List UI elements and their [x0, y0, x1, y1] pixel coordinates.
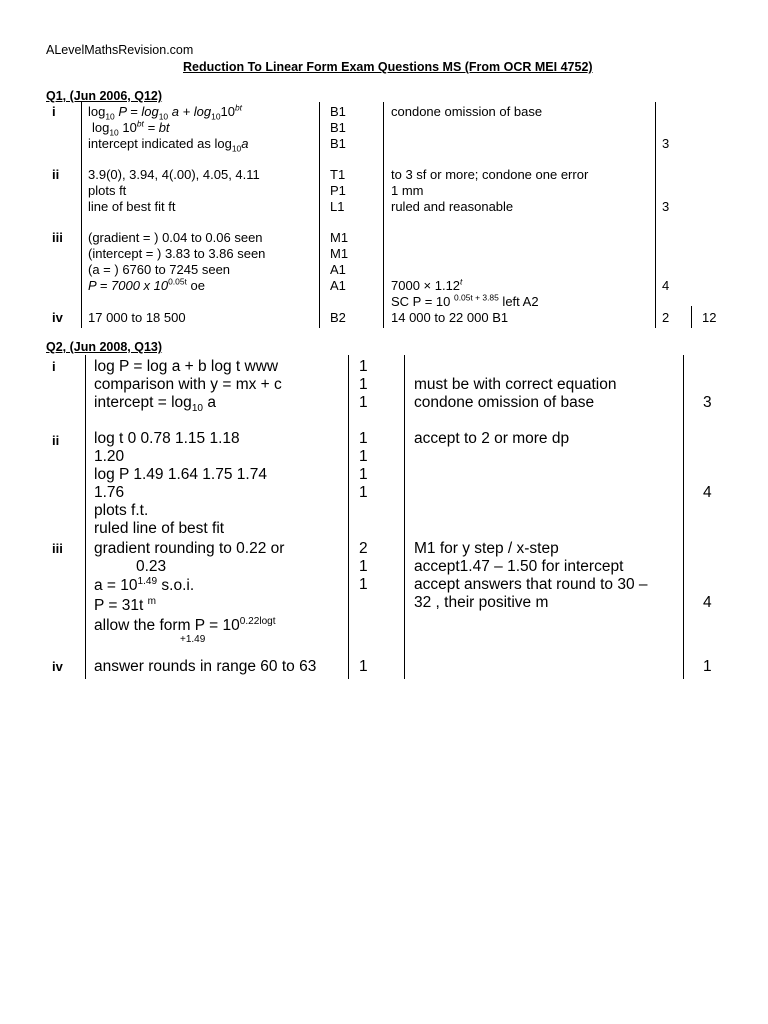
q1-rule-marks: [319, 102, 320, 328]
q2-ii-line-2: 1.20: [94, 448, 125, 465]
q2-total: 1: [703, 658, 712, 675]
q1-mark: B2: [330, 310, 346, 325]
q2-mark: 1: [359, 430, 368, 447]
q2-iii-line-2: 0.23: [136, 558, 167, 575]
q1-rule-notes: [383, 102, 384, 328]
q2-rule-marks: [348, 355, 349, 679]
q1-iii-line-3: (a = ) 6760 to 7245 seen: [88, 262, 231, 277]
q2-mark: 1: [359, 394, 368, 411]
q2-total: 3: [703, 394, 712, 411]
q2-ii-line-6: ruled line of best fit: [94, 520, 225, 537]
q2-note: accept answers that round to 30 –: [414, 576, 648, 593]
q1-part-i: i: [52, 104, 56, 119]
q2-i-line-2: comparison with y = mx + c: [94, 376, 282, 393]
q2-note: must be with correct equation: [414, 376, 617, 393]
q1-i-line-1: $\log_{10} P = \log_{10} a + \log_{10}10^{bt}$: [88, 102, 243, 122]
q1-i-line-3: intercept indicated as $\log_{10}a$: [88, 136, 249, 154]
q2-iii-line-6: +1.49: [180, 634, 206, 645]
q2-rule-question: [85, 355, 86, 679]
q1-note: $7000 \times 1.12^t$: [391, 276, 463, 293]
q1-total: 3: [662, 136, 670, 151]
q1-rule-grand: [691, 306, 692, 328]
q1-iii-line-2: (intercept = ) 3.83 to 3.86 seen: [88, 246, 266, 261]
q1-mark: L1: [330, 199, 345, 214]
q1-ii-line-3: line of best fit ft: [88, 199, 176, 214]
q1-total: 3: [662, 199, 670, 214]
q1-total: 4: [662, 278, 670, 293]
q2-iii-line-4: P = 31t $^m$: [94, 595, 156, 614]
q2-rule-totals: [683, 355, 684, 679]
q2-mark: 1: [359, 376, 368, 393]
q2-ii-line-1: log t 0 0.78 1.15 1.18: [94, 430, 240, 447]
site-name: ALevelMathsRevision.com: [46, 43, 194, 57]
q2-ii-line-4: 1.76: [94, 484, 125, 501]
page-title: Reduction To Linear Form Exam Questions MS (From OCR MEI 4752): [183, 60, 593, 74]
q2-note: 32 , their positive m: [414, 594, 549, 611]
q2-iii-line-3: $a = 10^{1.49}$ s.o.i.: [94, 575, 195, 594]
q2-note: accept to 2 or more dp: [414, 430, 570, 447]
q1-heading: Q1, (Jun 2006, Q12): [46, 89, 163, 103]
q2-mark: 1: [359, 576, 368, 593]
q1-rule-totals: [655, 102, 656, 328]
q2-part-iii: iii: [52, 541, 63, 556]
q1-iii-line-4: P = 7000 x $10^{0.05t}$ oe: [88, 276, 205, 293]
q2-ii-line-3: log P 1.49 1.64 1.75 1.74: [94, 466, 267, 483]
q1-part-iv: iv: [52, 310, 63, 325]
q2-iii-line-1: gradient rounding to 0.22 or: [94, 540, 285, 557]
q1-part-iii: iii: [52, 230, 63, 245]
q2-iv-line-1: answer rounds in range 60 to 63: [94, 658, 317, 675]
q2-total: 4: [703, 484, 712, 501]
q1-note: 14 000 to 22 000 B1: [391, 310, 509, 325]
q2-part-i: i: [52, 359, 56, 374]
q1-note: ruled and reasonable: [391, 199, 514, 214]
q2-note: M1 for y step / x-step: [414, 540, 559, 557]
q1-mark: M1: [330, 246, 349, 261]
q1-note: SC P = 10 $^{0.05t + 3.85}$ left A2: [391, 292, 539, 309]
q1-iv-line-1: 17 000 to 18 500: [88, 310, 186, 325]
q1-grand-total: 12: [702, 310, 717, 325]
q1-iii-line-1: (gradient = ) 0.04 to 0.06 seen: [88, 230, 263, 245]
q1-rule-question: [81, 102, 82, 328]
q2-part-iv: iv: [52, 659, 63, 674]
q2-mark: 1: [359, 466, 368, 483]
q1-ii-line-1: 3.9(0), 3.94, 4(.00), 4.05, 4.11: [88, 167, 260, 182]
q2-mark: 1: [359, 448, 368, 465]
q1-mark: B1: [330, 136, 346, 151]
q2-part-ii: ii: [52, 433, 60, 448]
q1-mark: A1: [330, 278, 346, 293]
q2-note: accept1.47 – 1.50 for intercept: [414, 558, 624, 575]
q2-iii-line-5: allow the form $P = 10^{0.22logt}$: [94, 615, 276, 634]
q1-part-ii: ii: [52, 167, 60, 182]
q1-mark: P1: [330, 183, 346, 198]
q2-note: condone omission of base: [414, 394, 595, 411]
q1-total: 2: [662, 310, 670, 325]
q2-i-line-3: intercept = $\log_{10} a$: [94, 394, 216, 415]
q2-rule-notes: [404, 355, 405, 679]
q2-ii-line-5: plots f.t.: [94, 502, 149, 519]
q1-note: condone omission of base: [391, 104, 543, 119]
q2-i-line-1: log P = log a + b log t www: [94, 358, 279, 375]
q1-ii-line-2: plots ft: [88, 183, 127, 198]
q1-i-line-2: $\log_{10} 10^{bt}$ = bt: [92, 118, 170, 138]
q1-mark: B1: [330, 104, 346, 119]
q1-note: 1 mm: [391, 183, 424, 198]
q1-mark: M1: [330, 230, 349, 245]
q1-mark: B1: [330, 120, 346, 135]
q2-mark: 1: [359, 358, 368, 375]
q2-mark: 2: [359, 540, 368, 557]
q2-mark: 1: [359, 558, 368, 575]
q2-mark: 1: [359, 658, 368, 675]
q1-mark: A1: [330, 262, 346, 277]
q2-mark: 1: [359, 484, 368, 501]
q1-mark: T1: [330, 167, 346, 182]
q1-note: to 3 sf or more; condone one error: [391, 167, 589, 182]
q2-total: 4: [703, 594, 712, 611]
q2-heading: Q2, (Jun 2008, Q13): [46, 340, 163, 354]
